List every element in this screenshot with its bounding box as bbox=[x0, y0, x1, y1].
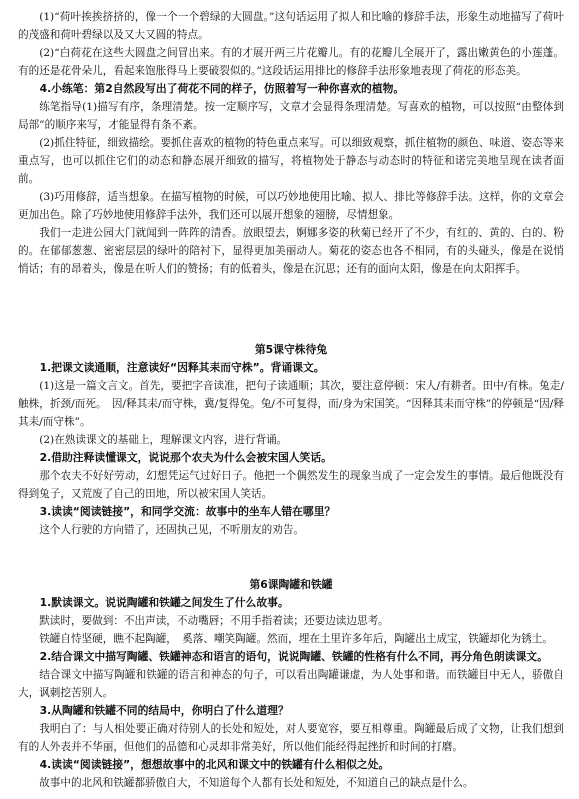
lesson5-section bbox=[18, 341, 564, 539]
lesson6-question-1: 1.默读课文。说说陶罐和铁罐之间发生了什么故事。 bbox=[39, 596, 289, 609]
lesson4-continued-section bbox=[18, 8, 564, 278]
question-heading-4: 4.小练笔：第2自然段写出了荷花不同的样子，仿照着写一种你喜欢的植物。 bbox=[39, 82, 405, 95]
paragraph-writing-guide-3: (3)巧用修辞，适当想象。在描写植物的时候，可以巧妙地使用比喻、拟人、排比等修辞手法。这样，你的文章会更加出色。除了巧妙地使用修辞手法外，我们还可以展开想象的翅膀，尽情想象。 bbox=[18, 191, 564, 221]
lesson5-answer-2: 那个农夫不好好劳动，幻想凭运气过好日子。他把一个偶然发生的现象当成了一定会发生的事情。最后他既没有得到兔子，又荒废了自己的田地，所以被宋国人笑话。 bbox=[18, 470, 564, 500]
paragraph-writing-guide-2: (2)抓住特征，细致描绘。要抓住喜欢的植物的特色重点来写。可以细致观察，抓住植物的颜色、味道、姿态等来重点写，也可以抓住它们的动态和静态展开细致的描写，将植物处于静态与动态时的特征和诺完美地呈现在读者面前。 bbox=[18, 137, 564, 185]
lesson5-answer-1b: (2)在熟读课文的基础上，理解课文内容，进行背诵。 bbox=[39, 434, 288, 446]
lesson5-question-1: 1.把课文读通顺，注意读好“因释其耒而守株”。背诵课文。 bbox=[39, 361, 325, 374]
lesson5-question-3: 3.读读“阅读链接”，和同学交流：故事中的坐车人错在哪里？ bbox=[39, 505, 336, 518]
lesson6-answer-2: 结合课文中描写陶罐和铁罐的语言和神态的句子，可以看出陶罐谦虚，为人处事和谐。而铁罐目中无人，骄傲自大，讽刺挖苦别人。 bbox=[18, 669, 564, 699]
paragraph-lotus-flower-rhetoric: (2)“白荷花在这些大圆盘之间冒出来。有的才展开两三片花瓣儿。有的花瓣儿全展开了，露出嫩黄色的小莲蓬。有的还是花骨朵儿，看起来饱胀得马上要破裂似的。”这段话运用排比的修辞手法形象地表现了荷花的形态美。 bbox=[18, 47, 564, 77]
lesson5-answer-1a: (1)这是一篇文言文。首先，要把字音读准，把句子读通顺；其次，要注意停顿：宋人/有耕者。田中/有株。兔走/触株，折颈/而死。 因/释其耒/而守株，冀/复得兔。兔/不可复得，而/身为宋国笑。“因释其耒而守株”的停顿是“因/释其耒/而守株”。 bbox=[18, 380, 564, 428]
lesson6-question-4: 4.读读“阅读链接”，想想故事中的北风和课文中的铁罐有什么相似之处。 bbox=[39, 758, 390, 771]
paragraph-lotus-leaf-rhetoric: (1)“荷叶挨挨挤挤的，像一个一个碧绿的大圆盘。”这句话运用了拟人和比喻的修辞手法，形象生动地描写了荷叶的茂盛和荷叶碧绿以及又大又圆的特点。 bbox=[18, 11, 564, 41]
lesson6-answer-1b: 铁罐自恃坚硬，瞧不起陶罐， 奚落、嘲笑陶罐。然而，埋在土里许多年后，陶罐出土成宝，铁罐却化为锈土。 bbox=[39, 633, 553, 645]
lesson6-section bbox=[18, 576, 564, 792]
lesson5-question-2: 2.借助注释读懂课文，说说那个农夫为什么会被宋国人笑话。 bbox=[39, 451, 332, 464]
lesson6-question-2: 2.结合课文中描写陶罐、铁罐神态和语言的语句，说说陶罐、铁罐的性格有什么不同，再分角色朗读课文。 bbox=[39, 650, 548, 663]
paragraph-sample-writing: 我们一走进公园大门就闻到一阵阵的清香。放眼望去，婀娜多姿的秋菊已经开了不少，有红的、黄的、白的、粉的。在郁郁葱葱、密密层层的绿叶的陪衬下，显得更加美丽动人。菊花的姿态也各不相同，有的头碰头，像是在说悄悄话；有的昂着头，像是在听人们的赞扬；有的低着头，像是在沉思；还有的面向太阳，像是在向太阳挥手。 bbox=[18, 227, 564, 275]
lesson6-question-3: 3.从陶罐和铁罐不同的结局中，你明白了什么道理？ bbox=[39, 704, 289, 717]
lesson6-answer-4: 故事中的北风和铁罐都骄傲自大，不知道每个人都有长处和短处，不知道自己的缺点是什么。 bbox=[39, 777, 474, 789]
lesson5-answer-3: 这个人行驶的方向错了，还固执己见，不听朋友的劝告。 bbox=[39, 524, 305, 536]
lesson6-answer-1a: 默读时，要做到：不出声读，不动嘴唇；不用手指着读；还要边读边思考。 bbox=[39, 615, 389, 627]
lesson5-title: 第5课守株待兔 bbox=[254, 343, 328, 356]
lesson6-title: 第6课陶罐和铁罐 bbox=[249, 578, 333, 591]
lesson6-answer-3: 我明白了：与人相处要正确对待别人的长处和短处，对人要宽容，要互相尊重。陶罐最后成了文物，让我们想到有的人外表并不华丽，但他们的品德和心灵却非常美好，所以他们能经得起挫折和时间的打磨。 bbox=[18, 723, 564, 753]
paragraph-writing-guide-1: 练笔指导(1)描写有序，条理清楚。按一定顺序写，文章才会显得条理清楚。写喜欢的植物，可以按照“由整体到局部”的顺序来写，才能显得有条不紊。 bbox=[18, 101, 564, 131]
